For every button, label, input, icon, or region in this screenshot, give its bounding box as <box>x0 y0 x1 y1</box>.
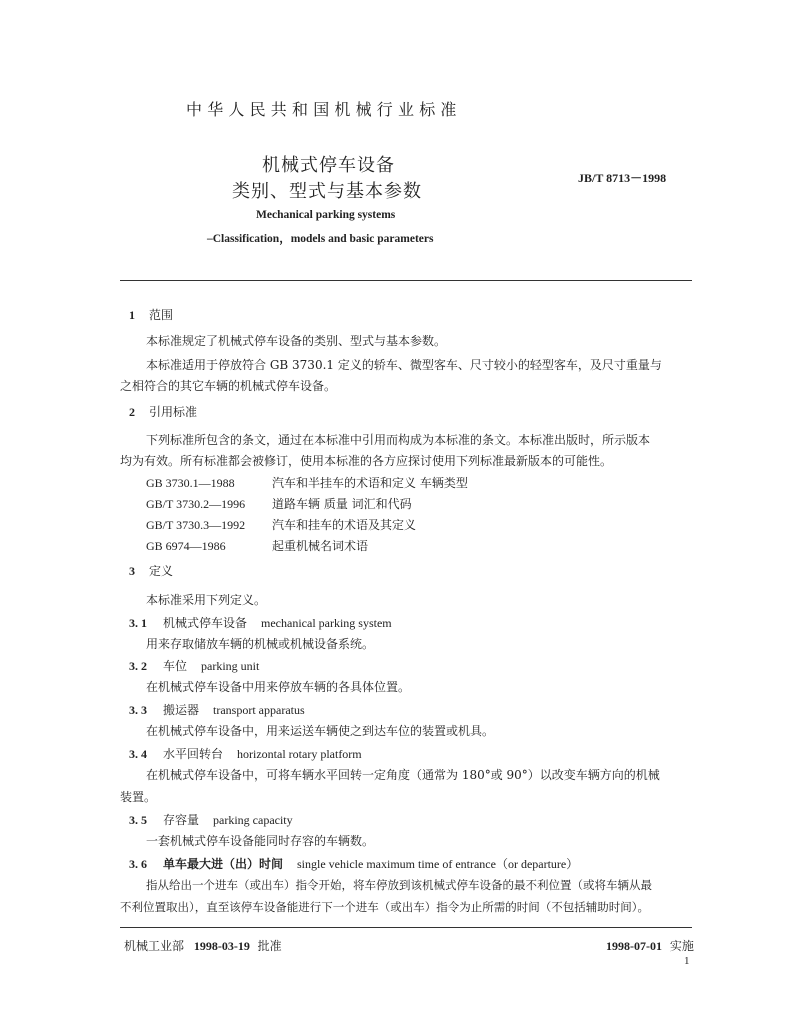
definition-number: 3. 1 <box>129 616 147 630</box>
footer-divider <box>120 927 692 928</box>
definition-term-en: horizontal rotary platform <box>237 747 362 761</box>
reference-code: GB 6974—1986 <box>146 539 226 553</box>
section-number: 1 <box>129 308 135 322</box>
issuer: 机械工业部 <box>124 939 185 953</box>
section-1-heading <box>129 306 173 323</box>
reference-item <box>146 474 468 491</box>
definition-term: 单车最大进（出）时间 <box>163 857 284 871</box>
section-1-paragraph-2-line-2: 之相符合的其它车辆的机械式停车设备。 <box>120 379 337 393</box>
definition-text-line-1: 指从给出一个进车（或出车）指令开始，将车停放到该机械式停车设备的最不利位置（或将车辆从最 <box>146 878 652 892</box>
reference-title: 汽车和半挂车的术语和定义 车辆类型 <box>272 476 468 490</box>
definition-term-en: transport apparatus <box>213 703 305 717</box>
section-3-intro: 本标准采用下列定义。 <box>146 593 267 607</box>
definition-number: 3. 4 <box>129 747 147 761</box>
definition-term-en: single vehicle maximum time of entrance（or departure） <box>297 857 579 871</box>
section-number: 2 <box>129 405 135 419</box>
section-title: 引用标准 <box>149 405 198 419</box>
definition-term: 存容量 <box>163 813 200 827</box>
section-3-heading <box>129 562 173 579</box>
standard-org-title: 中华人民共和国机械行业标准 <box>186 100 462 119</box>
page-number: 1 <box>684 955 690 967</box>
approve-date: 1998-03-19 <box>193 939 250 953</box>
section-1-paragraph-1: 本标准规定了机械式停车设备的类别、型式与基本参数。 <box>146 334 447 348</box>
title-en-line1: Mechanical parking systems <box>256 209 396 221</box>
effective-word: 实施 <box>669 939 694 953</box>
definition-term: 水平回转台 <box>163 747 224 761</box>
definition-text: 在机械式停车设备中用来停放车辆的各具体位置。 <box>146 680 411 694</box>
header-divider <box>120 280 692 281</box>
section-2-paragraph-line-2: 均为有效。所有标准都会被修订，使用本标准的各方应探讨使用下列标准最新版本的可能性。 <box>120 454 613 468</box>
section-title: 范围 <box>149 308 174 322</box>
section-1-paragraph-2-line-1: 本标准适用于停放符合 GB 3730.1 定义的轿车、微型客车、尺寸较小的轻型客车，及尺寸重量与 <box>146 358 662 372</box>
reference-title: 道路车辆 质量 词汇和代码 <box>272 497 412 511</box>
footer-effective <box>606 937 694 954</box>
definition-text: 在机械式停车设备中，用来运送车辆使之到达车位的装置或机具。 <box>146 724 495 738</box>
title-en-line2: –Classification，models and basic parameters <box>207 233 434 245</box>
definition-number: 3. 5 <box>129 813 147 827</box>
definition-text-line-2: 装置。 <box>120 790 157 804</box>
reference-item <box>146 516 416 533</box>
reference-item <box>146 537 368 554</box>
definition-heading <box>129 811 293 828</box>
definition-term: 搬运器 <box>163 703 200 717</box>
reference-title: 汽车和挂车的术语及其定义 <box>272 518 417 532</box>
reference-code: GB/T 3730.3—1992 <box>146 518 246 532</box>
definition-text-line-2: 不利位置取出），直至该停车设备能进行下一个进车（或出车）指令为止所需的时间（不包括辅助时间）。 <box>120 900 649 914</box>
approve-word: 批准 <box>257 939 282 953</box>
definition-term-en: mechanical parking system <box>261 616 392 630</box>
section-2-paragraph-line-1: 下列标准所包含的条文，通过在本标准中引用而构成为本标准的条文。本标准出版时，所示版本 <box>146 433 651 447</box>
standard-number: JB/T 8713－1998 <box>578 171 667 185</box>
definition-term-en: parking capacity <box>213 813 293 827</box>
definition-term-en: parking unit <box>201 659 260 673</box>
definition-number: 3. 2 <box>129 659 147 673</box>
section-title: 定义 <box>149 564 174 578</box>
definition-term: 车位 <box>163 659 188 673</box>
definition-text: 用来存取储放车辆的机械或机械设备系统。 <box>146 637 375 651</box>
definition-heading <box>129 855 578 872</box>
definition-number: 3. 6 <box>129 857 147 871</box>
reference-code: GB/T 3730.2—1996 <box>146 497 246 511</box>
definition-number: 3. 3 <box>129 703 147 717</box>
title-zh-line2: 类别、型式与基本参数 <box>232 181 422 202</box>
effective-date: 1998-07-01 <box>606 939 662 953</box>
reference-code: GB 3730.1—1988 <box>146 476 235 490</box>
definition-term: 机械式停车设备 <box>163 616 248 630</box>
definition-text: 一套机械式停车设备能同时存容的车辆数。 <box>146 834 375 848</box>
footer-approval <box>124 937 282 954</box>
section-2-heading <box>129 403 197 420</box>
definition-heading <box>129 701 305 718</box>
section-number: 3 <box>129 564 135 578</box>
title-zh-line1: 机械式停车设备 <box>262 155 395 176</box>
definition-heading <box>129 657 259 674</box>
definition-heading <box>129 614 392 631</box>
definition-text-line-1: 在机械式停车设备中，可将车辆水平回转一定角度（通常为 180°或 90°）以改变车辆方向的机械 <box>146 768 660 782</box>
reference-item <box>146 495 412 512</box>
definition-heading <box>129 745 362 762</box>
reference-title: 起重机械名词术语 <box>272 539 369 553</box>
